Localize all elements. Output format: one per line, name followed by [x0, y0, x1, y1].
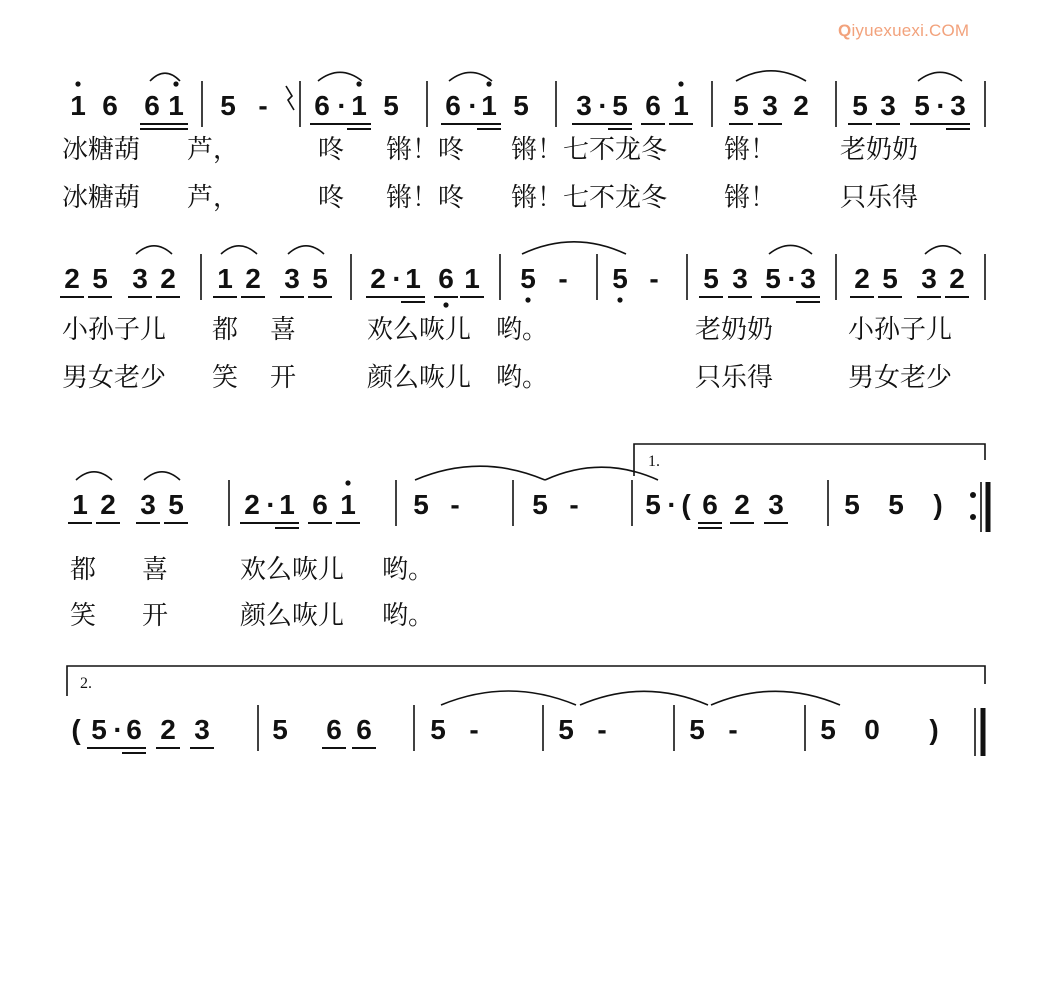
slur: [925, 246, 961, 254]
lyric-text: 男女老少: [62, 363, 167, 393]
note-digit: 5: [733, 90, 749, 121]
lyric-text: 小孙子儿: [848, 315, 953, 345]
note-digit: 3: [950, 90, 966, 121]
slur: [580, 691, 708, 705]
note-digit: 6: [144, 90, 160, 121]
note-digit: 5: [914, 90, 930, 121]
note-digit: 1: [481, 90, 497, 121]
note-digit: 1: [464, 263, 480, 294]
octave-up-dot: [486, 81, 491, 86]
note-digit: ): [933, 489, 943, 520]
note-digit: 6: [326, 714, 342, 745]
lyric-text: 都: [70, 555, 97, 585]
note-digit: 5: [844, 489, 860, 520]
note-digit: ·: [667, 489, 677, 520]
lyric-text: 哟。: [382, 601, 435, 631]
note-digit: 1: [279, 489, 295, 520]
note-digit: 5: [703, 263, 719, 294]
lyric-text: 小孙子儿: [62, 315, 167, 345]
note-digit: 5: [852, 90, 868, 121]
lyric-text: 芦，: [187, 183, 240, 213]
note-digit: ·: [113, 714, 123, 745]
note-digit: 1: [340, 489, 356, 520]
note-digit: 2: [949, 263, 965, 294]
note-digit: 5: [413, 489, 429, 520]
slur: [449, 72, 492, 81]
slur: [736, 71, 806, 81]
lyric-text: 冰糖葫: [62, 135, 141, 165]
note-digit: 3: [194, 714, 210, 745]
note-digit: 5: [272, 714, 288, 745]
lyric-text: 笑: [70, 601, 97, 631]
note-digit: 5: [520, 263, 536, 294]
note-digit: (: [71, 714, 81, 745]
note-digit: 6: [314, 90, 330, 121]
note-digit: -: [569, 489, 579, 520]
lyric-text: 颜么咴儿: [240, 601, 345, 631]
slur: [221, 246, 257, 254]
lyric-text: 哟。: [496, 363, 549, 393]
note-digit: 3: [762, 90, 778, 121]
lyric-text: 锵！: [724, 183, 777, 213]
lyric-text: 老奶奶: [695, 315, 774, 345]
lyric-text: 咚: [318, 183, 345, 213]
note-digit: 1: [673, 90, 689, 121]
slur: [769, 245, 812, 254]
slur: [144, 472, 180, 480]
volta-2-label: 2.: [80, 675, 92, 692]
lyric-text: 颜么咴儿: [367, 363, 472, 393]
note-digit: 1: [405, 263, 421, 294]
note-digit: -: [558, 263, 568, 294]
note-digit: 5: [882, 263, 898, 294]
note-digit: 1: [217, 263, 233, 294]
note-digit: 5: [612, 263, 628, 294]
note-digit: 2: [160, 714, 176, 745]
note-digit: 5: [645, 489, 661, 520]
note-digit: ·: [936, 90, 946, 121]
note-digit: 5: [888, 489, 904, 520]
slur: [318, 72, 362, 81]
note-digit: -: [597, 714, 607, 745]
note-digit: 1: [351, 90, 367, 121]
note-digit: (: [681, 489, 691, 520]
note-digit: ·: [337, 90, 347, 121]
note-digit: 6: [312, 489, 328, 520]
lyric-text: 只乐得: [840, 183, 919, 213]
note-digit: ·: [468, 90, 478, 121]
lyric-text: 喜: [270, 315, 297, 345]
note-digit: ·: [266, 489, 276, 520]
slur: [415, 466, 545, 480]
note-digit: 5: [612, 90, 628, 121]
note-digit: -: [258, 90, 268, 121]
slur: [136, 246, 172, 254]
note-digit: 2: [854, 263, 870, 294]
note-digit: 5: [430, 714, 446, 745]
note-digit: 5: [92, 263, 108, 294]
note-digit: 5: [383, 90, 399, 121]
note-digit: 5: [220, 90, 236, 121]
note-digit: 6: [102, 90, 118, 121]
note-digit: 3: [800, 263, 816, 294]
lyric-text: 哟。: [496, 315, 549, 345]
lyric-text: 欢么咴儿: [240, 555, 345, 585]
note-digit: 5: [513, 90, 529, 121]
note-digit: 1: [168, 90, 184, 121]
watermark-domain: iyuexuexi.COM: [851, 21, 970, 40]
note-digit: 5: [820, 714, 836, 745]
volta-1-label: 1.: [648, 453, 660, 470]
note-digit: -: [728, 714, 738, 745]
note-digit: 6: [445, 90, 461, 121]
note-digit: 3: [132, 263, 148, 294]
note-digit: -: [649, 263, 659, 294]
note-digit: 6: [438, 263, 454, 294]
lyric-text: 锵！七不龙冬: [511, 135, 668, 165]
note-digit: 2: [160, 263, 176, 294]
lyric-text: 男女老少: [848, 363, 953, 393]
note-digit: 5: [312, 263, 328, 294]
slur: [918, 72, 962, 81]
note-digit: 5: [168, 489, 184, 520]
slur: [545, 467, 658, 480]
slur: [288, 246, 324, 254]
note-digit: 5: [689, 714, 705, 745]
octave-up-dot: [345, 480, 350, 485]
lyric-text: 喜: [142, 555, 169, 585]
note-digit: 1: [72, 489, 88, 520]
octave-down-dot: [443, 302, 448, 307]
note-digit: 6: [126, 714, 142, 745]
note-digit: ·: [598, 90, 608, 121]
lyric-text: 锵！: [724, 135, 777, 165]
note-digit: -: [469, 714, 479, 745]
note-digit: 3: [880, 90, 896, 121]
note-digit: ): [929, 714, 939, 745]
octave-down-dot: [617, 297, 622, 302]
note-digit: 2: [100, 489, 116, 520]
note-digit: -: [450, 489, 460, 520]
note-digit: 2: [793, 90, 809, 121]
slur: [441, 691, 576, 705]
octave-up-dot: [75, 81, 80, 86]
note-digit: 3: [732, 263, 748, 294]
note-digit: 3: [284, 263, 300, 294]
watermark-q: Q: [838, 21, 852, 40]
lyric-text: 锵！咚: [386, 183, 465, 213]
note-digit: 3: [576, 90, 592, 121]
note-digit: 5: [91, 714, 107, 745]
note-digit: ·: [392, 263, 402, 294]
lyric-text: 老奶奶: [840, 135, 919, 165]
octave-up-dot: [356, 81, 361, 86]
lyric-text: 哟。: [382, 555, 435, 585]
slur: [522, 242, 626, 254]
lyric-text: 只乐得: [695, 363, 774, 393]
lyric-text: 锵！七不龙冬: [511, 183, 668, 213]
lyric-text: 咚: [318, 135, 345, 165]
note-digit: 1: [70, 90, 86, 121]
note-digit: ·: [787, 263, 797, 294]
repeat-dot-upper: [970, 492, 976, 498]
note-digit: 5: [558, 714, 574, 745]
volta-1-bracket: [634, 444, 985, 476]
lyric-text: 笑: [212, 363, 239, 393]
lyric-text: 都: [212, 315, 239, 345]
note-digit: 2: [734, 489, 750, 520]
slur: [150, 73, 180, 81]
note-digit: 2: [244, 489, 260, 520]
note-digit: 5: [765, 263, 781, 294]
note-digit: 6: [645, 90, 661, 121]
lyric-text: 开: [142, 601, 169, 631]
breath-mark: [286, 86, 294, 110]
lyric-text: 开: [270, 363, 297, 393]
octave-up-dot: [678, 81, 683, 86]
note-digit: 2: [64, 263, 80, 294]
note-digit: 0: [864, 714, 880, 745]
lyric-text: 冰糖葫: [62, 183, 141, 213]
note-digit: 2: [370, 263, 386, 294]
lyric-text: 锵！咚: [386, 135, 465, 165]
note-digit: 3: [921, 263, 937, 294]
lyric-text: 欢么咴儿: [367, 315, 472, 345]
note-digit: 2: [245, 263, 261, 294]
note-digit: 5: [532, 489, 548, 520]
note-digit: 6: [356, 714, 372, 745]
lyric-text: 芦，: [187, 135, 240, 165]
octave-up-dot: [173, 81, 178, 86]
note-digit: 6: [702, 489, 718, 520]
note-digit: 3: [140, 489, 156, 520]
repeat-dot-lower: [970, 514, 976, 520]
octave-down-dot: [525, 297, 530, 302]
note-digit: 3: [768, 489, 784, 520]
slur: [711, 691, 840, 705]
slur: [76, 472, 112, 480]
